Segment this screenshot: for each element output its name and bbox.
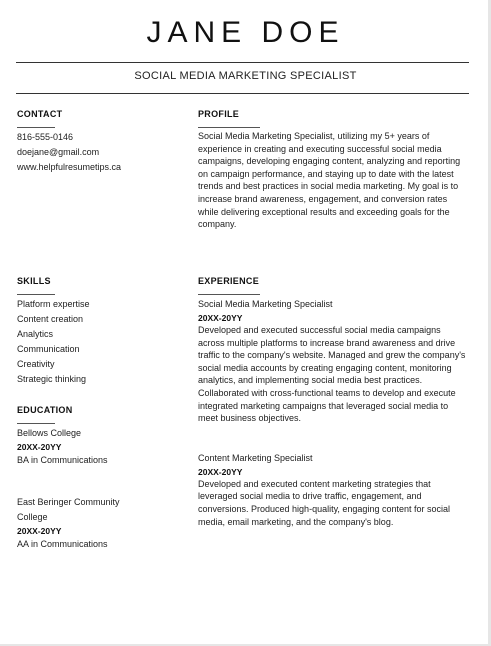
skills-heading: SKILLS (17, 276, 51, 286)
resume-title: SOCIAL MEDIA MARKETING SPECIALIST (134, 70, 357, 82)
education-heading: EDUCATION (17, 405, 73, 415)
profile-heading: PROFILE (198, 109, 240, 119)
education-dates: 20XX-20YY (17, 442, 62, 452)
section-rule (198, 294, 260, 295)
job-dates: 20XX-20YY (198, 313, 243, 323)
experience-section (198, 276, 468, 528)
contact-email: doejane@gmail.com (17, 147, 100, 157)
skill-item: Strategic thinking (17, 374, 87, 384)
skill-item: Platform expertise (17, 299, 90, 309)
education-section (17, 405, 147, 552)
contact-section (17, 109, 182, 175)
education-degree: BA in Communications (17, 455, 108, 465)
skill-item: Creativity (17, 359, 55, 369)
job-description: Developed and executed successful social media campaigns across multiple platforms to increase brand awareness and drive traffic to the company's website. Managed and grew the company's social media accounts by creating engaging content, monitoring analytics, and implementing social media best practices. Collaborated with cross-functional teams to develop and execute integrated marketing campaigns that leveraged social media to meet business objectives. (198, 325, 466, 424)
skill-item: Content creation (17, 314, 84, 324)
resume-name: JANE DOE (146, 16, 345, 49)
job-description: Developed and executed content marketing strategies that leveraged social media to drive traffic, engagement, and conversions. Produced high-quality, engaging content for social media, email marketing, and the company's blog. (198, 478, 450, 527)
education-degree: AA in Communications (17, 539, 108, 549)
skill-item: Communication (17, 344, 80, 354)
section-rule (17, 423, 55, 424)
contact-website: www.helpfulresumetips.ca (17, 162, 122, 172)
experience-heading: EXPERIENCE (198, 276, 260, 286)
profile-text: Social Media Marketing Specialist, utilizing my 5+ years of experience in creating and executing successful social media campaigns, developing engaging content, analyzing and reporting on campaign performance, and staying up to date with the latest trends and best practices in social media marketing. My goal is to increase brand awareness, engagement, and conversion rates while delivering exceptional results and exceeding goals for the company. (198, 131, 461, 230)
education-school: Bellows College (17, 428, 82, 438)
contact-heading: CONTACT (17, 109, 63, 119)
header-rule-top (16, 62, 469, 63)
education-school: East Beringer Community College (17, 497, 120, 522)
section-rule (198, 127, 260, 128)
header-rule-bottom (16, 93, 469, 94)
contact-phone: 816-555-0146 (17, 132, 74, 142)
job-dates: 20XX-20YY (198, 466, 243, 477)
section-rule (17, 127, 55, 128)
job-title: Social Media Marketing Specialist (198, 299, 333, 309)
section-rule (17, 294, 55, 295)
education-dates: 20XX-20YY (17, 526, 62, 536)
job-title: Content Marketing Specialist (198, 452, 313, 463)
skill-item: Analytics (17, 329, 54, 339)
profile-section (198, 109, 468, 231)
skills-section (17, 276, 182, 387)
